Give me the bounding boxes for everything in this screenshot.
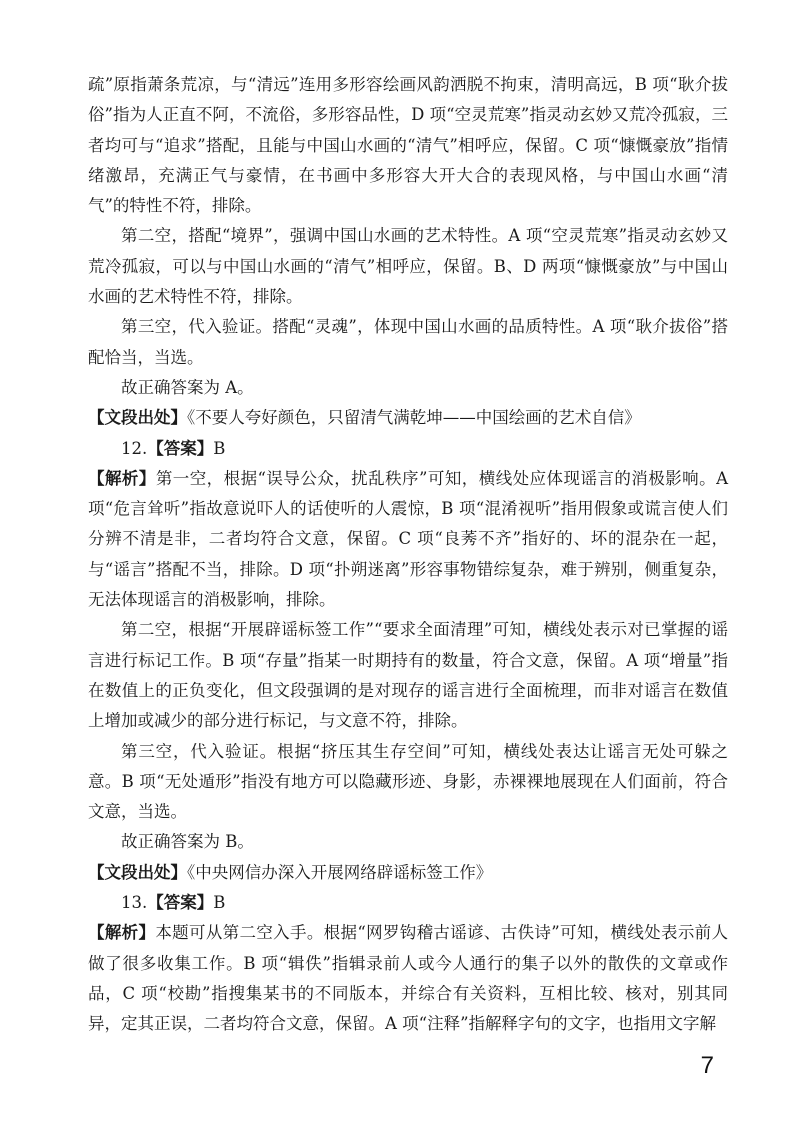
paragraph-q11-conclusion: 故正确答案为 A。: [121, 377, 254, 397]
paragraph-q12-second-blank: 第二空，根据“开展辟谣标签工作”“要求全面清理”可知，横线处表示对已掌握的谣言进行标记工作。B 项“存量”指某一时期持有的数量，符合文意，保留。A 项“增量”指在数值上的正负变化，但文段强调的是对现存的谣言进行全面梳理，而非对谣言在数值上增加或减少的部分进行标记，与文意不符，排除。: [88, 620, 728, 731]
document-body: [88, 70, 728, 1040]
source-text: 《不要人夸好颜色，只留清气满乾坤——中国绘画的艺术自信》: [187, 408, 641, 428]
paragraph-q12-third-blank: 第三空，代入验证。根据“挤压其生存空间”可知，横线处表达让谣言无处可躲之意。B 项“无处遁形”指没有地方可以隐藏形迹、身影，赤裸裸地展现在人们面前，符合文意，当选。: [88, 741, 728, 822]
source-tag: 【文段出处】: [88, 408, 187, 428]
analysis-text: 本题可从第二空入手。根据“网罗钩稽古谣谚、古佚诗”可知，横线处表示前人做了很多收集工作。B 项“辑佚”指辑录前人或今人通行的集子以外的散佚的文章或作品，C 项“校勘”指搜集某书的不同版本，并综合有关资料，互相比较、核对，别其同异，定其正误，二者均符合文意，保留。A 项“注释”指解释字句的文字，也指用文字解: [88, 923, 729, 1034]
analysis-tag: 【解析】: [88, 923, 156, 943]
source-q12: [88, 858, 728, 888]
paragraph-q11-second-blank: 第二空，搭配“境界”，强调中国山水画的艺术特性。A 项“空灵荒寒”指灵动玄妙又荒冷孤寂，可以与中国山水画的“清气”相呼应，保留。B、D 两项“慷慨豪放”与中国山水画的艺术特性不符，排除。: [88, 226, 728, 307]
paragraph-q11-third-blank: 第三空，代入验证。搭配“灵魂”，体现中国山水画的品质特性。A 项“耿介拔俗”搭配恰当，当选。: [88, 317, 728, 367]
analysis-q12: [88, 464, 728, 615]
source-q11: [88, 403, 728, 433]
source-tag: 【文段出处】: [88, 862, 187, 882]
analysis-q13: [88, 918, 728, 1039]
answer-tag: 【答案】: [147, 438, 214, 458]
paragraph-q12-conclusion: 故正确答案为 B。: [121, 832, 254, 852]
question-number: 12.: [121, 438, 148, 458]
paragraph-q11-first-blank: 疏”原指萧条荒凉，与“清远”连用多形容绘画风韵洒脱不拘束，清明高远，B 项“耿介拔俗”指为人正直不阿，不流俗，多形容品性，D 项“空灵荒寒”指灵动玄妙又荒冷孤寂，三者均可与“追求”搭配，且能与中国山水画的“清气”相呼应，保留。C 项“慷慨豪放”指情绪激昂，充满正气与豪情，在书画中多形容大开大合的表现风格，与中国山水画“清气”的特性不符，排除。: [88, 75, 728, 216]
answer-value: B: [213, 893, 226, 913]
analysis-tag: 【解析】: [88, 468, 156, 488]
question-number: 13.: [121, 893, 148, 913]
page-number: 7: [700, 1052, 714, 1079]
answer-value: B: [213, 438, 226, 458]
answer-tag: 【答案】: [147, 893, 214, 913]
answer-q13: [88, 888, 728, 918]
answer-q12: [88, 434, 728, 464]
analysis-text: 第一空，根据“误导公众，扰乱秩序”可知，横线处应体现谣言的消极影响。A 项“危言耸听”指故意说吓人的话使听的人震惊，B 项“混淆视听”指用假象或谎言使人们分辨不清是非，二者均符合文意，保留。C 项“良莠不齐”指好的、坏的混杂在一起，与“谣言”搭配不当，排除。D 项“扑朔迷离”形容事物错综复杂，难于辨别，侧重复杂，无法体现谣言的消极影响，排除。: [88, 468, 728, 610]
source-text: 《中央网信办深入开展网络辟谣标签工作》: [187, 862, 493, 882]
